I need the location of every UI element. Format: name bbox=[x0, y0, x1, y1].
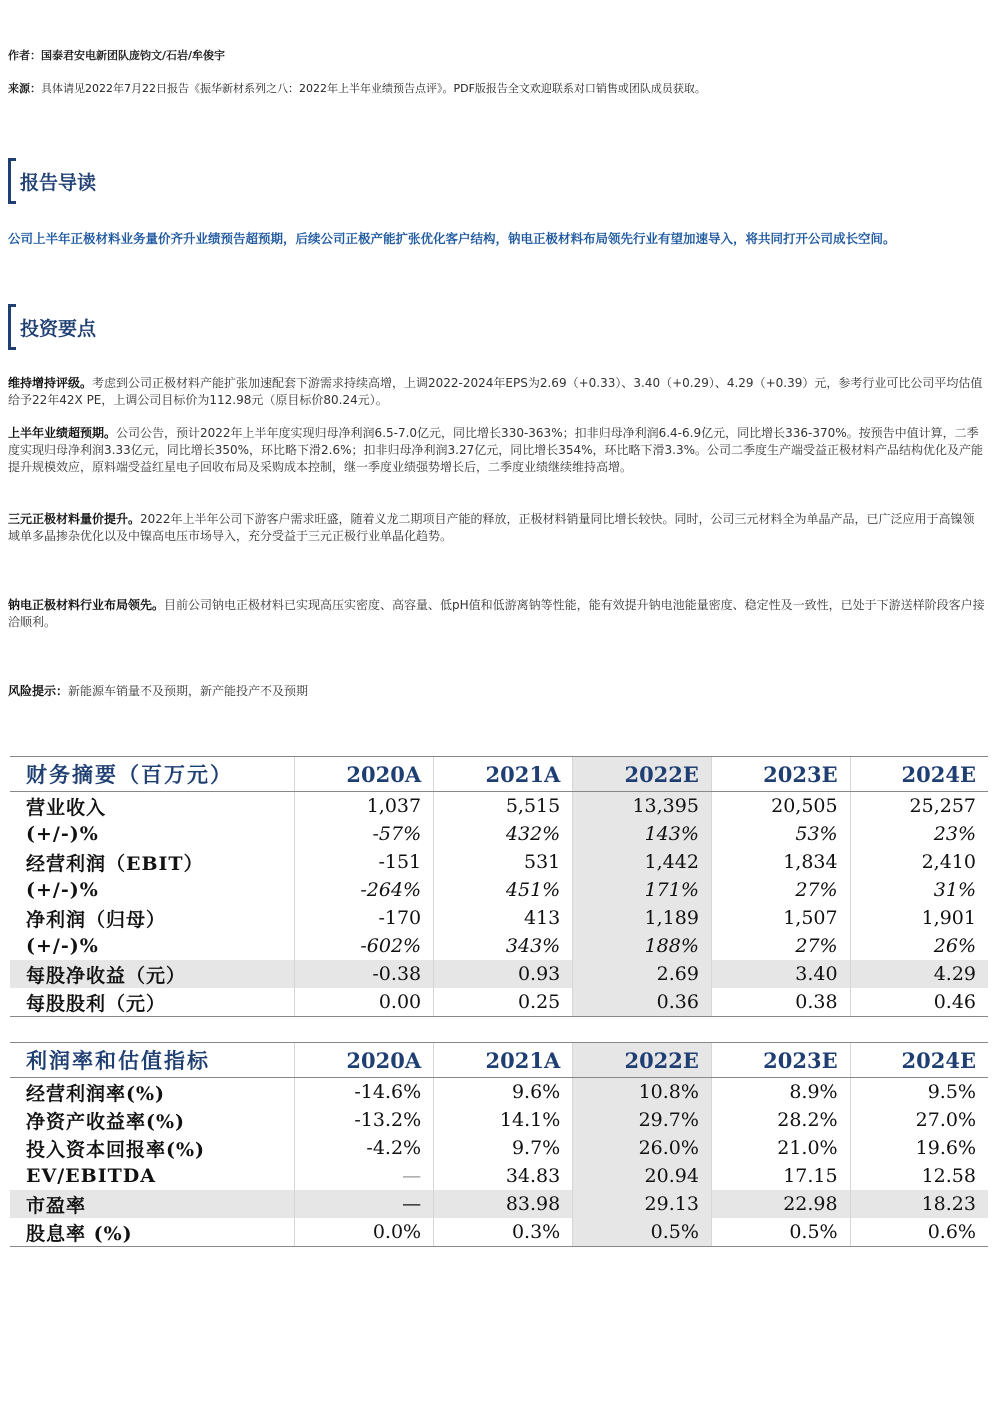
table-title: 财务摘要（百万元） bbox=[10, 757, 295, 792]
cell: 28.2% bbox=[711, 1106, 850, 1134]
cell: 0.3% bbox=[434, 1218, 573, 1247]
row-label: (+/-)% bbox=[26, 879, 99, 901]
table-header-row bbox=[10, 757, 988, 792]
cell: 143% bbox=[573, 820, 712, 848]
cell: -57% bbox=[295, 820, 434, 848]
cell: 1,901 bbox=[850, 904, 988, 932]
cell: 83.98 bbox=[434, 1190, 573, 1218]
point-sodium bbox=[8, 597, 986, 631]
year-header: 2022E bbox=[573, 757, 712, 792]
row-label: EV/EBITDA bbox=[26, 1165, 156, 1187]
cell: 1,189 bbox=[573, 904, 712, 932]
cell: 188% bbox=[573, 932, 712, 960]
point-text: 考虑到公司正极材料产能扩张加速配套下游需求持续高增，上调2022-2024年EPS为2.69（+0.33）、3.40（+0.29）、4.29（+0.39）元，参考行业可比公司平均估值给予22年42X PE，上调公司目标价为112.98元（原目标价80.24元）。 bbox=[8, 376, 983, 407]
cell: 34.83 bbox=[434, 1162, 573, 1190]
cell: -13.2% bbox=[295, 1106, 434, 1134]
cell: 26% bbox=[850, 932, 988, 960]
cell: -264% bbox=[295, 876, 434, 904]
cell: 0.5% bbox=[573, 1218, 712, 1247]
cell: 27.0% bbox=[850, 1106, 988, 1134]
row-label: 经营利润（EBIT） bbox=[26, 852, 204, 875]
cell: -14.6% bbox=[295, 1078, 434, 1107]
section-bracket-top bbox=[8, 158, 16, 161]
section-bracket-top bbox=[8, 304, 16, 307]
table-header-row bbox=[10, 1043, 988, 1078]
table-row bbox=[10, 820, 988, 848]
cell: 5,515 bbox=[434, 792, 573, 821]
table-row bbox=[10, 932, 988, 960]
cell: 0.93 bbox=[434, 960, 573, 988]
cell: 0.36 bbox=[573, 988, 712, 1017]
year-header: 2020A bbox=[295, 757, 434, 792]
section-bracket bbox=[8, 304, 11, 350]
cell: -4.2% bbox=[295, 1134, 434, 1162]
point-rating bbox=[8, 375, 986, 409]
point-head: 上半年业绩超预期。 bbox=[8, 426, 117, 440]
author-text: 国泰君安电新团队庞钧文/石岩/牟俊宇 bbox=[41, 49, 226, 62]
cell: 20,505 bbox=[711, 792, 850, 821]
cell: 3.40 bbox=[711, 960, 850, 988]
row-label: 营业收入 bbox=[26, 796, 107, 819]
year-header: 2020A bbox=[295, 1043, 434, 1078]
cell: 27% bbox=[711, 876, 850, 904]
table-row bbox=[10, 1078, 988, 1107]
cell: 4.29 bbox=[850, 960, 988, 988]
cell: 2,410 bbox=[850, 848, 988, 876]
cell: 2.69 bbox=[573, 960, 712, 988]
section-bracket-bottom bbox=[8, 201, 16, 204]
cell: 9.7% bbox=[434, 1134, 573, 1162]
row-label: 经营利润率(%) bbox=[26, 1082, 166, 1105]
point-head: 钠电正极材料行业布局领先。 bbox=[8, 598, 165, 612]
table-title: 利润率和估值指标 bbox=[10, 1043, 295, 1078]
cell: 1,037 bbox=[295, 792, 434, 821]
row-label: (+/-)% bbox=[26, 823, 99, 845]
cell: -0.38 bbox=[295, 960, 434, 988]
cell: — bbox=[295, 1190, 434, 1218]
cell: 21.0% bbox=[711, 1134, 850, 1162]
cell: 17.15 bbox=[711, 1162, 850, 1190]
section-points-title: 投资要点 bbox=[20, 318, 97, 340]
year-header: 2024E bbox=[850, 1043, 988, 1078]
section-bracket-bottom bbox=[8, 347, 16, 350]
cell: 19.6% bbox=[850, 1134, 988, 1162]
section-points bbox=[8, 304, 208, 350]
cell: 12.58 bbox=[850, 1162, 988, 1190]
table-row bbox=[10, 1162, 988, 1190]
cell: 10.8% bbox=[573, 1078, 712, 1107]
row-label: 每股净收益（元） bbox=[10, 960, 295, 988]
cell: -602% bbox=[295, 932, 434, 960]
row-label: 投入资本回报率(%) bbox=[26, 1138, 206, 1161]
cell: 0.0% bbox=[295, 1218, 434, 1247]
table-row bbox=[10, 792, 988, 821]
cell: 18.23 bbox=[850, 1190, 988, 1218]
cell: 413 bbox=[434, 904, 573, 932]
cell: 343% bbox=[434, 932, 573, 960]
cell: 25,257 bbox=[850, 792, 988, 821]
cell: 13,395 bbox=[573, 792, 712, 821]
cell: 31% bbox=[850, 876, 988, 904]
point-ternary bbox=[8, 511, 986, 545]
cell: 8.9% bbox=[711, 1078, 850, 1107]
point-head: 维持增持评级。 bbox=[8, 376, 93, 390]
risk-warning bbox=[8, 683, 986, 700]
cell: 0.25 bbox=[434, 988, 573, 1017]
table-row bbox=[10, 988, 988, 1017]
cell: 29.7% bbox=[573, 1106, 712, 1134]
table-row bbox=[10, 1106, 988, 1134]
cell: 531 bbox=[434, 848, 573, 876]
cell: 22.98 bbox=[711, 1190, 850, 1218]
financial-summary-table bbox=[10, 756, 988, 1017]
cell: 432% bbox=[434, 820, 573, 848]
cell: 20.94 bbox=[573, 1162, 712, 1190]
table-row bbox=[10, 904, 988, 932]
table-row bbox=[10, 1134, 988, 1162]
row-label: (+/-)% bbox=[26, 935, 99, 957]
year-header: 2024E bbox=[850, 757, 988, 792]
cell: 1,834 bbox=[711, 848, 850, 876]
cell: 26.0% bbox=[573, 1134, 712, 1162]
section-guide bbox=[8, 158, 208, 204]
point-h1-results bbox=[8, 425, 986, 476]
point-text: 公司公告，预计2022年上半年度实现归母净利润6.5-7.0亿元，同比增长330-363%；扣非归母净利润6.4-6.9亿元，同比增长336-370%。按预告中值计算，二季度实现归母净利润3.33亿元，同比增长350%，环比略下滑2.6%；扣非归母净利润3.27亿元，同比增长354%，环比略下滑3.3%。公司二季度生产端受益正极材料产品结构优化及产能提升规模效应，原料端受益红星电子回收布局及采购成本控制，继一季度业绩强势增长后，二季度业绩继续维持高增。 bbox=[8, 426, 984, 474]
cell: 23% bbox=[850, 820, 988, 848]
row-label: 市盈率 bbox=[10, 1190, 295, 1218]
source-line bbox=[8, 80, 706, 96]
cell: 0.5% bbox=[711, 1218, 850, 1247]
cell: -151 bbox=[295, 848, 434, 876]
section-guide-title: 报告导读 bbox=[20, 172, 97, 194]
author-label: 作者： bbox=[8, 49, 41, 62]
cell: 27% bbox=[711, 932, 850, 960]
source-label: 来源： bbox=[8, 82, 41, 95]
point-head: 三元正极材料量价提升。 bbox=[8, 512, 141, 526]
cell: 0.46 bbox=[850, 988, 988, 1017]
table-row bbox=[10, 1190, 988, 1218]
point-head: 风险提示： bbox=[8, 684, 69, 698]
cell: 29.13 bbox=[573, 1190, 712, 1218]
table-row bbox=[10, 1218, 988, 1247]
year-header: 2021A bbox=[434, 1043, 573, 1078]
cell: 9.5% bbox=[850, 1078, 988, 1107]
source-text: 具体请见2022年7月22日报告《振华新材系列之八：2022年上半年业绩预告点评》。PDF版报告全文欢迎联系对口销售或团队成员获取。 bbox=[41, 82, 706, 95]
cell: 451% bbox=[434, 876, 573, 904]
year-header: 2022E bbox=[573, 1043, 712, 1078]
author-line bbox=[8, 47, 225, 63]
cell: 14.1% bbox=[434, 1106, 573, 1134]
point-text: 新能源车销量不及预期，新产能投产不及预期 bbox=[68, 684, 309, 698]
cell: 1,507 bbox=[711, 904, 850, 932]
cell: 0.00 bbox=[295, 988, 434, 1017]
row-label: 每股股利（元） bbox=[10, 988, 295, 1017]
cell: 1,442 bbox=[573, 848, 712, 876]
point-text: 2022年上半年公司下游客户需求旺盛，随着义龙二期项目产能的释放，正极材料销量同比增长较快。同时，公司三元材料全为单晶产品，已广泛应用于高镍领域单多晶掺杂优化以及中镍高电压市场导入，充分受益于三元正极行业单晶化趋势。 bbox=[8, 512, 975, 543]
cell: 9.6% bbox=[434, 1078, 573, 1107]
cell: 53% bbox=[711, 820, 850, 848]
year-header: 2023E bbox=[711, 757, 850, 792]
table-row bbox=[10, 848, 988, 876]
lead-summary: 公司上半年正极材料业务量价齐升业绩预告超预期，后续公司正极产能扩张优化客户结构，钠电正极材料布局领先行业有望加速导入，将共同打开公司成长空间。 bbox=[8, 231, 896, 246]
valuation-metrics-table bbox=[10, 1042, 988, 1247]
cell: — bbox=[295, 1162, 434, 1190]
row-label: 净资产收益率(%) bbox=[26, 1110, 186, 1133]
year-header: 2021A bbox=[434, 757, 573, 792]
table-row bbox=[10, 960, 988, 988]
cell: 0.38 bbox=[711, 988, 850, 1017]
year-header: 2023E bbox=[711, 1043, 850, 1078]
section-bracket bbox=[8, 158, 11, 204]
cell: 171% bbox=[573, 876, 712, 904]
point-text: 目前公司钠电正极材料已实现高压实密度、高容量、低pH值和低游离钠等性能，能有效提升钠电池能量密度、稳定性及一致性，已处于下游送样阶段客户接洽顺利。 bbox=[8, 598, 985, 629]
table-row bbox=[10, 876, 988, 904]
cell: -170 bbox=[295, 904, 434, 932]
cell: 0.6% bbox=[850, 1218, 988, 1247]
row-label: 净利润（归母） bbox=[26, 908, 167, 931]
row-label: 股息率 (%) bbox=[10, 1218, 295, 1247]
